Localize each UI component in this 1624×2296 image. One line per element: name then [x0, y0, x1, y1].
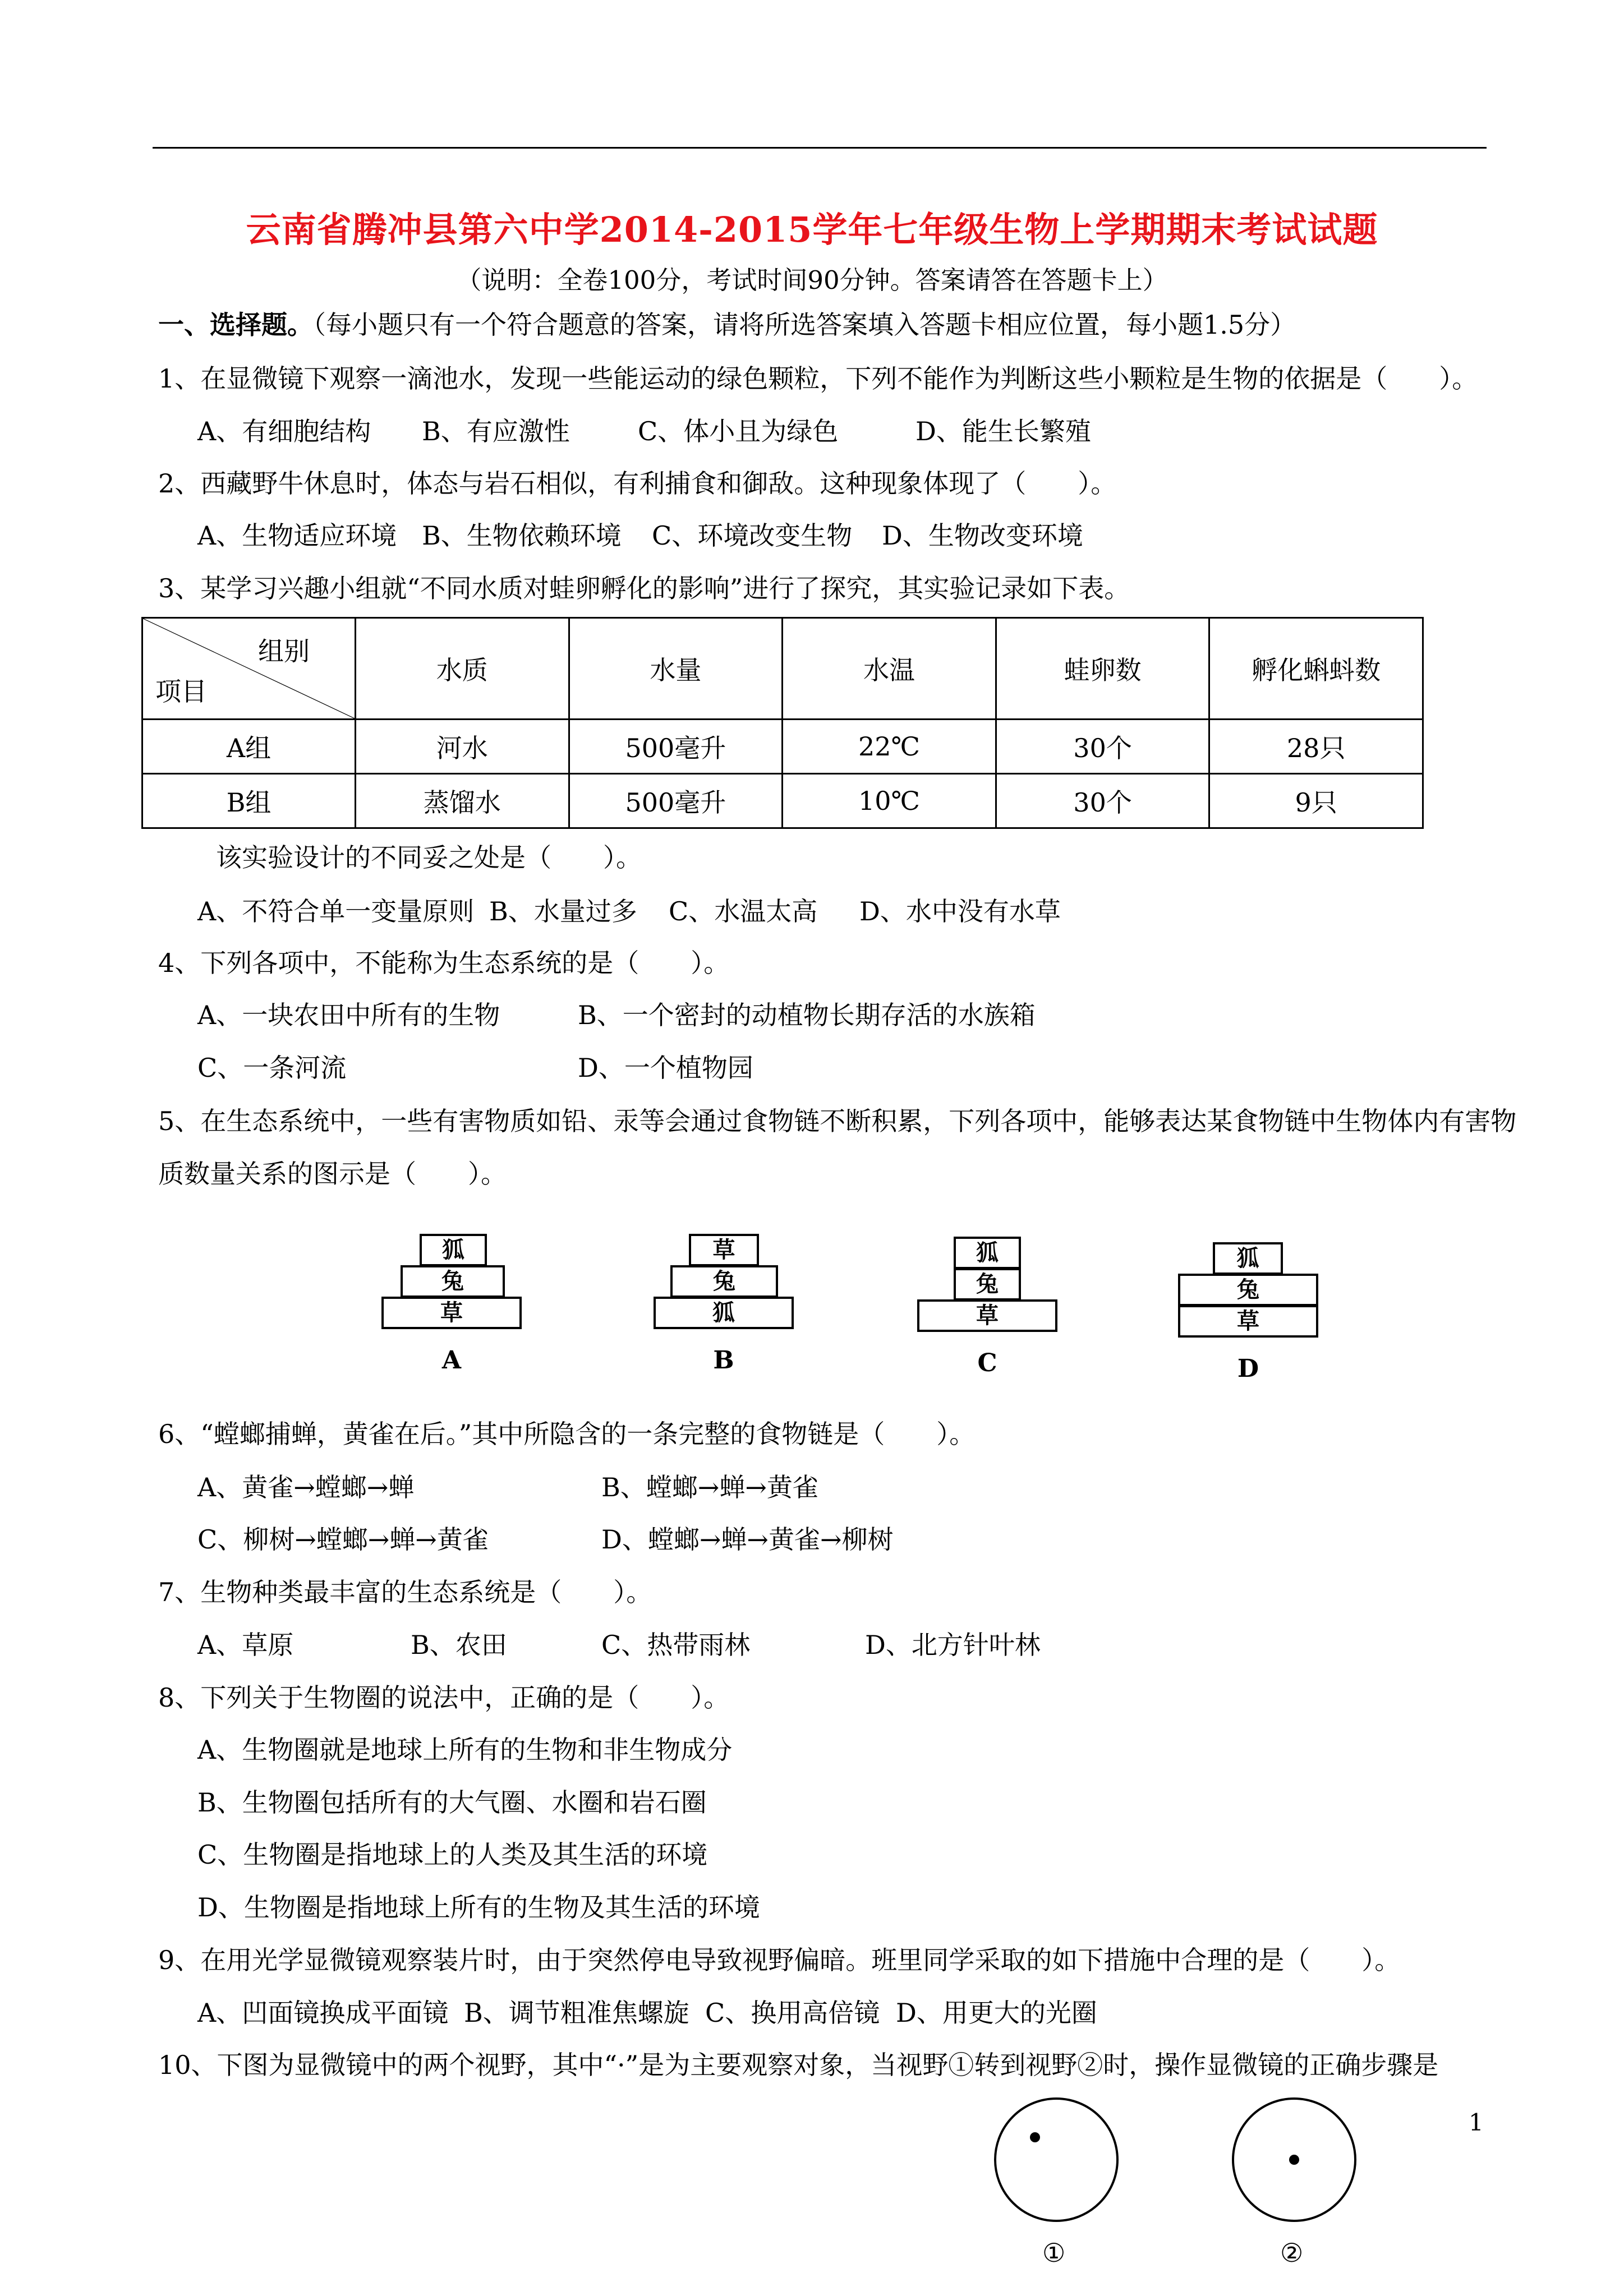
pyramid-c [917, 1237, 1057, 1388]
option: A、一块农田中所有的生物 [197, 1000, 500, 1030]
option: A、黄雀→螳螂→蝉 [197, 1472, 415, 1502]
pyramid-label: A [441, 1346, 462, 1375]
pyramid-label: D [1237, 1354, 1259, 1383]
question-5-stem-line1: 5、在生态系统中，一些有害物质如铅、汞等会通过食物链不断积累，下列各项中，能够表达某食物链中生物体内有害物 [158, 1106, 1517, 1136]
pyramid-box: 狐 [654, 1297, 794, 1329]
question-5-stem-line2: 质数量关系的图示是（ ）。 [158, 1159, 507, 1189]
corner-bottom-label: 项目 [155, 676, 207, 707]
pyramid-box: 狐 [420, 1234, 487, 1266]
option: D、水中没有水草 [859, 896, 1061, 926]
option: A、有细胞结构 [197, 416, 371, 446]
observed-object-dot [1030, 2132, 1040, 2142]
exam-instructions: （说明：全卷100分，考试时间90分钟。答案请答在答题卡上） [456, 265, 1168, 295]
microscope-field-1 [994, 2097, 1119, 2222]
question-8-stem: 8、下列关于生物圈的说法中，正确的是（ ）。 [158, 1682, 730, 1713]
option: C、热带雨林 [601, 1630, 751, 1660]
table-cell: 河水 [356, 720, 569, 774]
question-4-stem: 4、下列各项中，不能称为生态系统的是（ ）。 [158, 948, 730, 978]
option: A、不符合单一变量原则 [197, 896, 475, 926]
table-cell: 500毫升 [569, 720, 783, 774]
pyramid-box: 兔 [954, 1268, 1021, 1301]
option: B、一个密封的动植物长期存活的水族箱 [578, 1000, 1036, 1030]
table-header: 水量 [569, 618, 783, 720]
option: B、生物圈包括所有的大气圈、水圈和岩石圈 [197, 1787, 707, 1818]
option: C、一条河流 [197, 1053, 347, 1083]
question-10-stem: 10、下图为显微镜中的两个视野，其中“·”是为主要观察对象，当视野①转到视野②时，操作显微镜的正确步骤是 [158, 2050, 1439, 2080]
question-9-options [197, 1998, 1097, 2028]
option: C、环境改变生物 [652, 520, 853, 551]
pyramid-label: C [977, 1349, 997, 1377]
table-header: 蛙卵数 [996, 618, 1209, 720]
option: A、生物圈就是地球上所有的生物和非生物成分 [197, 1735, 733, 1765]
pyramid-box: 草 [381, 1297, 522, 1329]
table-header-row [142, 618, 1423, 720]
option: C、体小且为绿色 [638, 416, 839, 446]
question-9-stem: 9、在用光学显微镜观察装片时，由于突然停电导致视野偏暗。班里同学采取的如下措施中合理的是（ ）。 [158, 1945, 1401, 1975]
page-number: 1 [1469, 2109, 1484, 2136]
microscope-field-2 [1232, 2097, 1356, 2222]
option: C、水温太高 [669, 896, 818, 926]
question-3-options [197, 896, 1061, 927]
question-3-stem: 3、某学习兴趣小组就“不同水质对蛙卵孵化的影响”进行了探究，其实验记录如下表。 [158, 573, 1130, 603]
question-1-stem: 1、在显微镜下观察一滴池水，发现一些能运动的绿色颗粒，下列不能作为判断这些小颗粒是生物的依据是（ ）。 [158, 363, 1478, 394]
observed-object-dot [1289, 2155, 1299, 2165]
option: D、用更大的光圈 [896, 1998, 1097, 2028]
option: A、草原 [197, 1630, 294, 1660]
option: B、调节粗准焦螺旋 [464, 1998, 689, 2028]
page-title: 云南省腾冲县第六中学2014-2015学年七年级生物上学期期末考试试题 [246, 209, 1378, 250]
table-cell: 30个 [996, 720, 1209, 774]
option: C、生物圈是指地球上的人类及其生活的环境 [197, 1839, 708, 1870]
option: A、凹面镜换成平面镜 [197, 1998, 449, 2028]
table-corner-cell [142, 618, 356, 720]
pyramid-box: 狐 [1213, 1242, 1283, 1275]
question-7-options [197, 1630, 1041, 1661]
pyramid-box: 兔 [1178, 1274, 1318, 1306]
option: B、农田 [411, 1630, 507, 1660]
option: D、生物圈是指地球上所有的生物及其生活的环境 [197, 1892, 760, 1922]
experiment-table [141, 617, 1424, 829]
corner-top-label: 组别 [258, 636, 310, 666]
table-header: 孵化蝌蚪数 [1209, 618, 1423, 720]
table-header: 水质 [356, 618, 569, 720]
pyramid-box: 草 [917, 1299, 1057, 1332]
question-2-stem: 2、西藏野牛休息时，体态与岩石相似，有利捕食和御敌。这种现象体现了（ ）。 [158, 468, 1117, 499]
pyramid-a [381, 1234, 522, 1385]
table-cell: 蒸馏水 [356, 774, 569, 828]
option: C、换用高倍镜 [705, 1998, 880, 2028]
option: B、生物依赖环境 [422, 520, 622, 551]
pyramid-box: 狐 [954, 1237, 1021, 1269]
table-row [142, 720, 1423, 774]
option: D、北方针叶林 [865, 1630, 1041, 1660]
pyramid-box: 兔 [401, 1265, 505, 1298]
question-2-options [197, 520, 1083, 551]
table-cell: 28只 [1209, 720, 1423, 774]
option: B、水量过多 [489, 896, 637, 926]
question-6-stem: 6、“螳螂捕蝉，黄雀在后。”其中所隐含的一条完整的食物链是（ ）。 [158, 1419, 976, 1449]
section-note: （每小题只有一个符合题意的答案，请将所选答案填入答题卡相应位置，每小题1.5分） [313, 310, 1296, 340]
table-cell: B组 [142, 774, 356, 828]
question-3-follow: 该实验设计的不同妥之处是（ ）。 [216, 842, 642, 873]
question-7-stem: 7、生物种类最丰富的生态系统是（ ）。 [158, 1577, 652, 1607]
pyramid-box: 草 [1178, 1305, 1318, 1338]
table-cell: 9只 [1209, 774, 1423, 828]
section-heading [158, 310, 1296, 340]
option: D、螳螂→蝉→黄雀→柳树 [601, 1524, 894, 1555]
pyramid-b [654, 1234, 794, 1385]
option: D、一个植物园 [578, 1053, 753, 1083]
table-cell: 500毫升 [569, 774, 783, 828]
pyramid-d [1178, 1242, 1318, 1394]
table-header: 水温 [783, 618, 996, 720]
section-title: 一、选择题。 [158, 310, 313, 340]
option: B、螳螂→蝉→黄雀 [601, 1472, 818, 1502]
option: D、生物改变环境 [882, 520, 1083, 551]
pyramid-box: 兔 [670, 1265, 778, 1298]
header-rule [153, 147, 1487, 149]
option: B、有应激性 [422, 416, 570, 446]
pyramid-box: 草 [689, 1234, 759, 1266]
option: D、能生长繁殖 [915, 416, 1091, 446]
field-2-label: ② [1280, 2238, 1304, 2268]
table-cell: A组 [142, 720, 356, 774]
table-row [142, 774, 1423, 828]
table-cell: 30个 [996, 774, 1209, 828]
option: C、柳树→螳螂→蝉→黄雀 [197, 1524, 489, 1555]
option: A、生物适应环境 [197, 520, 397, 551]
table-cell: 22℃ [783, 720, 996, 774]
question-1-options [197, 416, 1091, 447]
field-1-label: ① [1042, 2238, 1066, 2268]
pyramid-label: B [713, 1346, 734, 1375]
table-cell: 10℃ [783, 774, 996, 828]
